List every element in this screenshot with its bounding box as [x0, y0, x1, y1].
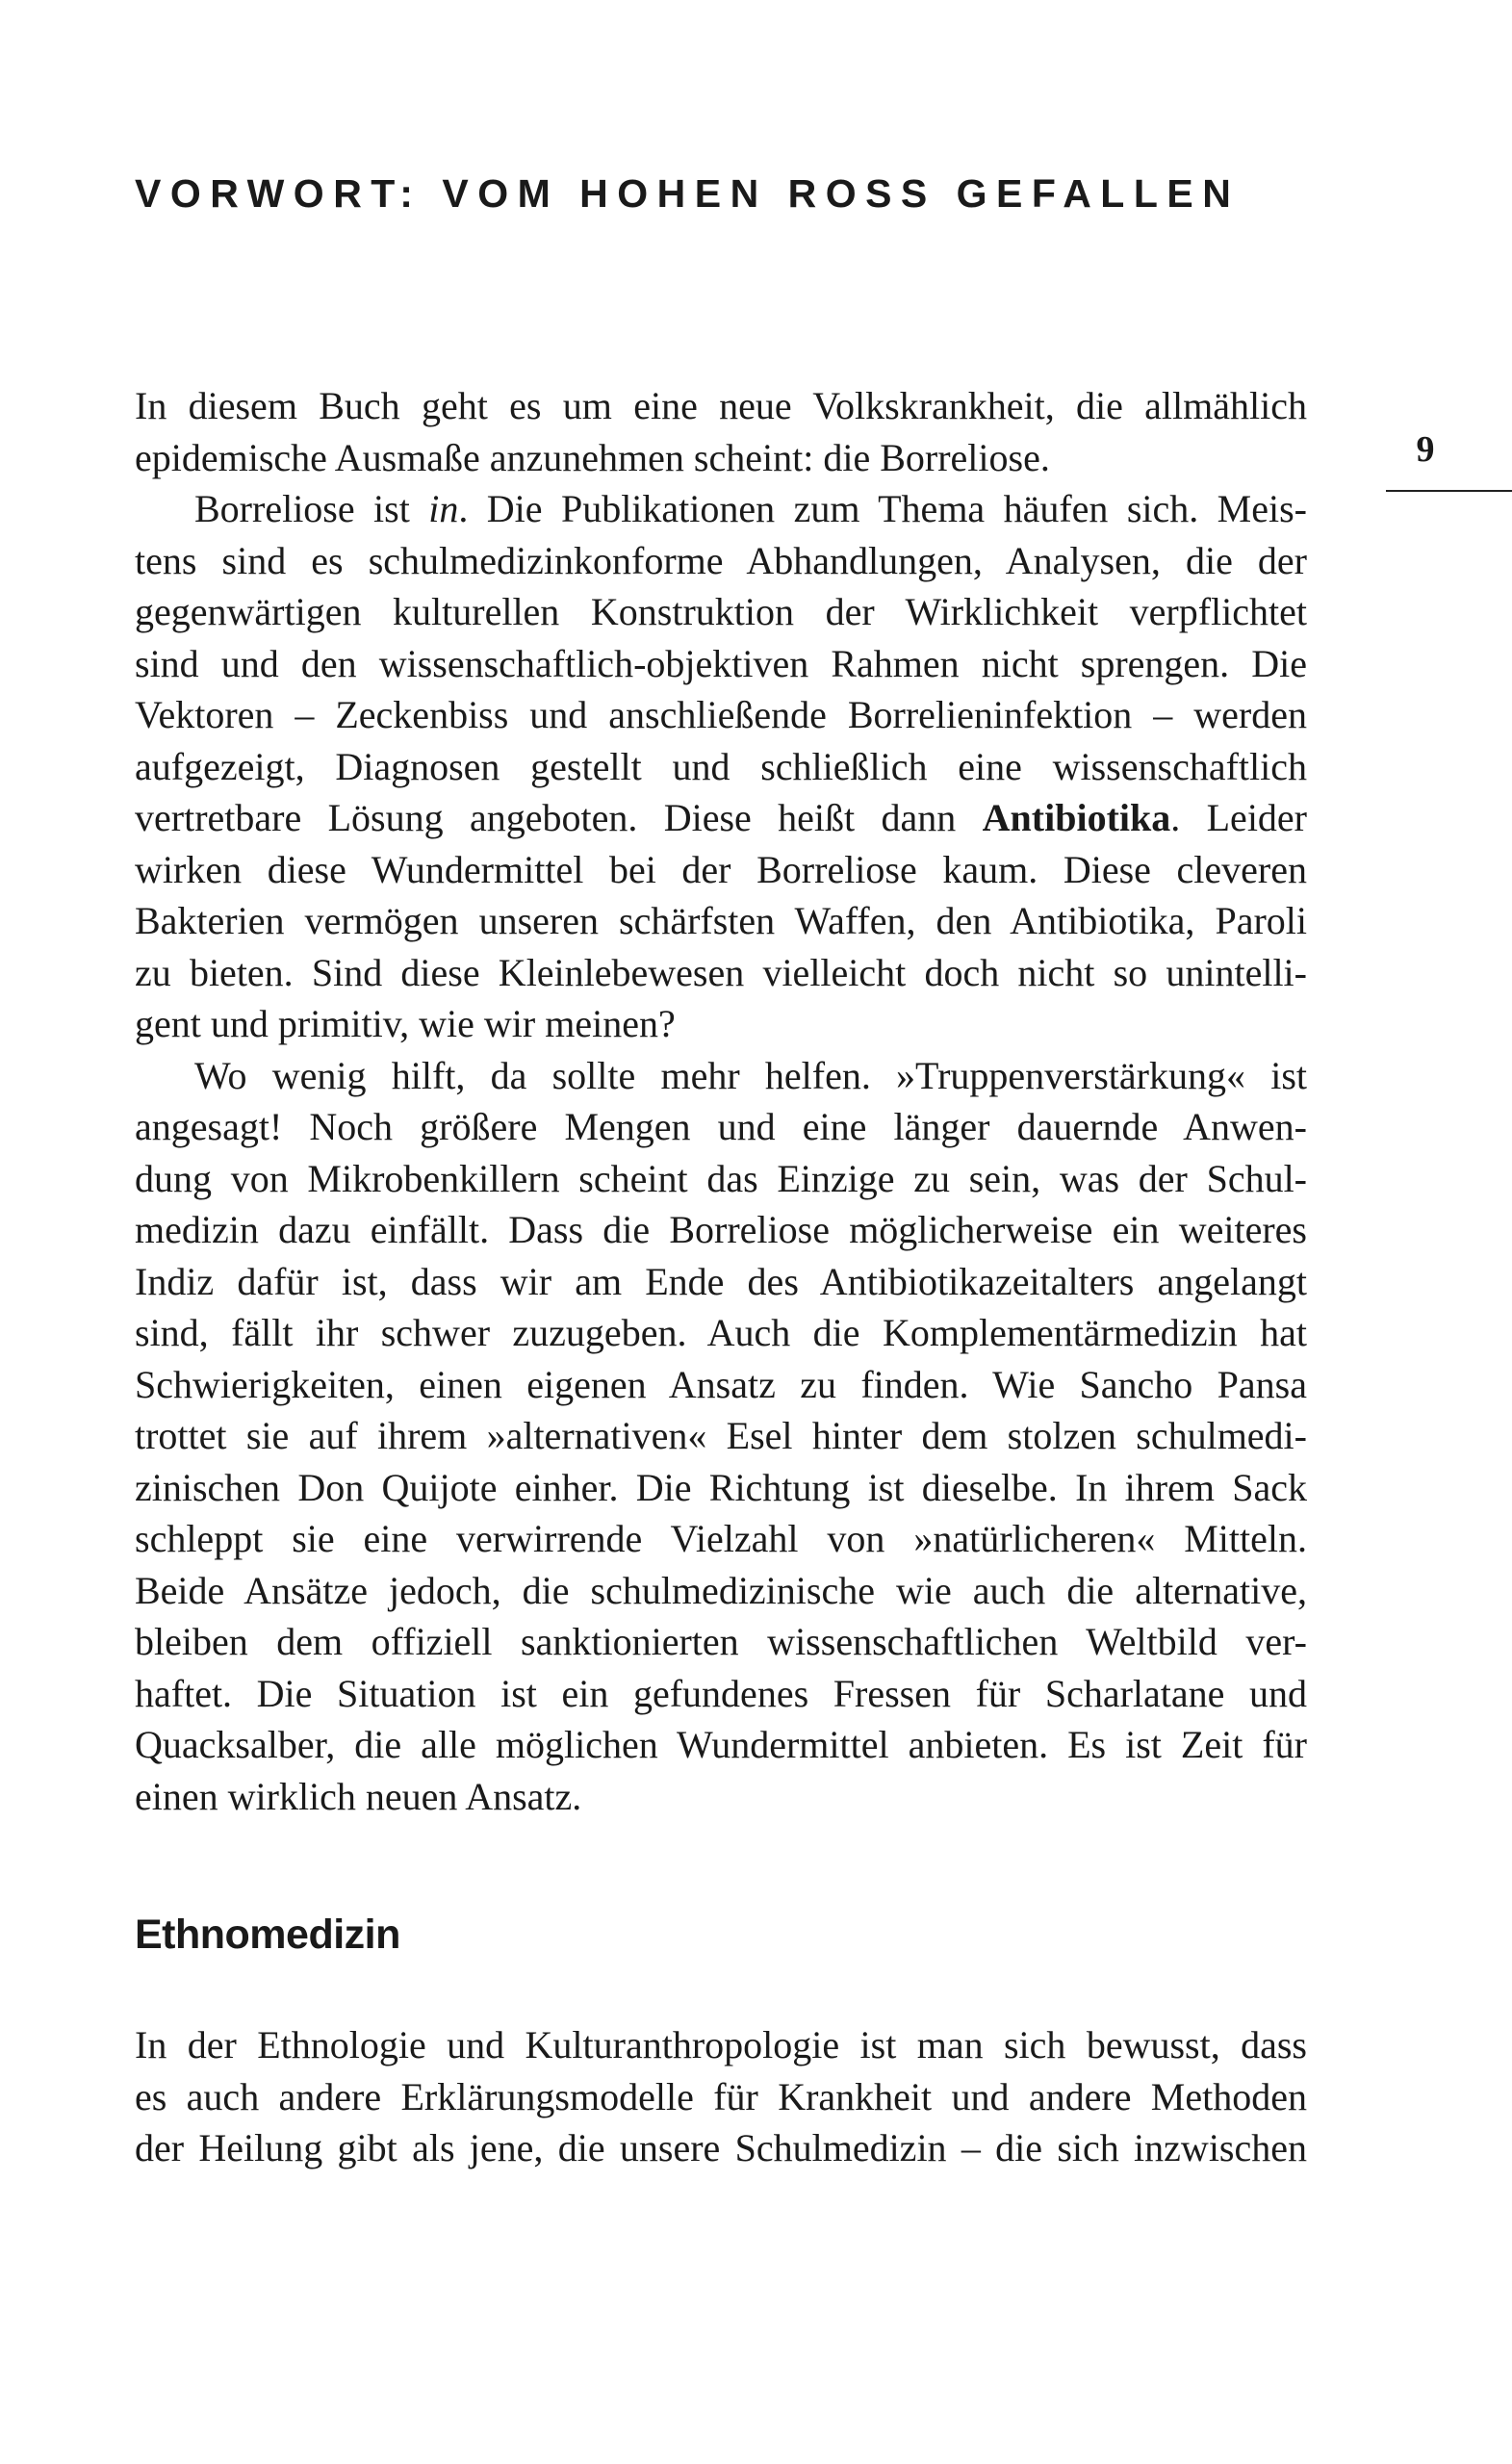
text-line: trottet sie auf ihrem »alternativen« Esel hinter dem stolzen schulmedi- — [135, 1414, 1307, 1457]
text-line: einen wirklich neuen Ansatz. — [135, 1774, 582, 1818]
text-line: In diesem Buch geht es um eine neue Volkskrankheit, die allmählich — [135, 384, 1307, 427]
text-line: haftet. Die Situation ist ein gefundenes Fressen für Scharlatane und — [135, 1671, 1307, 1715]
text-line: wirken diese Wundermittel bei der Borreliose kaum. Diese cleveren — [135, 847, 1307, 891]
text-line: Quacksalber, die alle möglichen Wundermittel anbieten. Es ist Zeit für — [135, 1723, 1307, 1766]
text-run: . Leider — [1170, 796, 1307, 839]
text-line: tens sind es schulmedizinkonforme Abhandlungen, Analysen, die der — [135, 538, 1307, 582]
chapter-title: VORWORT: VOM HOHEN ROSS GEFALLEN — [135, 171, 1241, 216]
text-line: schleppt sie eine verwirrende Vielzahl von »natürlicheren« Mitteln. — [135, 1517, 1307, 1560]
text-run: . Die Publikationen zum Thema häufen sich. Meis- — [458, 487, 1307, 530]
text-line: Bakterien vermögen unseren schärfsten Waffen, den Antibiotika, Paroli — [135, 899, 1307, 942]
text-line — [135, 792, 1307, 844]
text-line: gegenwärtigen kulturellen Konstruktion der Wirklichkeit verpflichtet — [135, 590, 1307, 633]
text-line: epidemische Ausmaße anzunehmen scheint: die Borreliose. — [135, 435, 1050, 479]
text-line: Schwierigkeiten, einen eigenen Ansatz zu finden. Wie Sancho Pansa — [135, 1362, 1307, 1406]
page-number-rule — [1386, 490, 1512, 492]
text-line: bleiben dem offiziell sanktionierten wissenschaftlichen Weltbild ver- — [135, 1620, 1307, 1663]
text-line: zinischen Don Quijote einher. Die Richtung ist dieselbe. In ihrem Sack — [135, 1465, 1307, 1509]
text-line: sind und den wissenschaftlich-objektiven Rahmen nicht sprengen. Die — [135, 641, 1307, 685]
text-line: der Heilung gibt als jene, die unsere Schulmedizin – die sich inzwischen — [135, 2126, 1307, 2169]
text-line — [135, 483, 1307, 535]
text-line: Vektoren – Zeckenbiss und anschließende Borrelieninfektion – werden — [135, 693, 1307, 736]
text-line: zu bieten. Sind diese Kleinlebewesen vielleicht doch nicht so unintelli- — [135, 950, 1307, 994]
text-line: es auch andere Erklärungsmodelle für Krankheit und andere Methoden — [135, 2074, 1307, 2118]
text-line: aufgezeigt, Diagnosen gestellt und schließlich eine wissenschaftlich — [135, 744, 1307, 788]
text-line: sind, fällt ihr schwer zuzugeben. Auch die Komplementärmedizin hat — [135, 1311, 1307, 1354]
text-line: Beide Ansätze jedoch, die schulmedizinische wie auch die alternative, — [135, 1568, 1307, 1612]
body-text-section-1 — [135, 380, 1307, 1822]
text-line: In der Ethnologie und Kulturanthropologie ist man sich bewusst, dass — [135, 2023, 1307, 2066]
body-text-section-2 — [135, 2019, 1307, 2174]
text-line: angesagt! Noch größere Mengen und eine länger dauernde Anwen- — [135, 1105, 1307, 1148]
section-heading: Ethnomedizin — [135, 1912, 400, 1958]
text-line: gent und primitiv, wie wir meinen? — [135, 1002, 676, 1045]
text-line: Wo wenig hilft, da sollte mehr helfen. »Truppenverstärkung« ist — [194, 1053, 1307, 1097]
text-run: Borreliose ist — [194, 487, 429, 530]
bold-term: Antibiotika — [982, 796, 1171, 839]
page-number: 9 — [1416, 429, 1435, 470]
text-line: dung von Mikrobenkillern scheint das Einzige zu sein, was der Schul- — [135, 1156, 1307, 1200]
text-line: Indiz dafür ist, dass wir am Ende des Antibiotikazeitalters angelangt — [135, 1259, 1307, 1303]
text-run: vertretbare Lösung angeboten. Diese heißt dann — [135, 796, 983, 839]
text-line: medizin dazu einfällt. Dass die Borreliose möglicherweise ein weiteres — [135, 1208, 1307, 1251]
emphasis-text: in — [428, 487, 459, 530]
